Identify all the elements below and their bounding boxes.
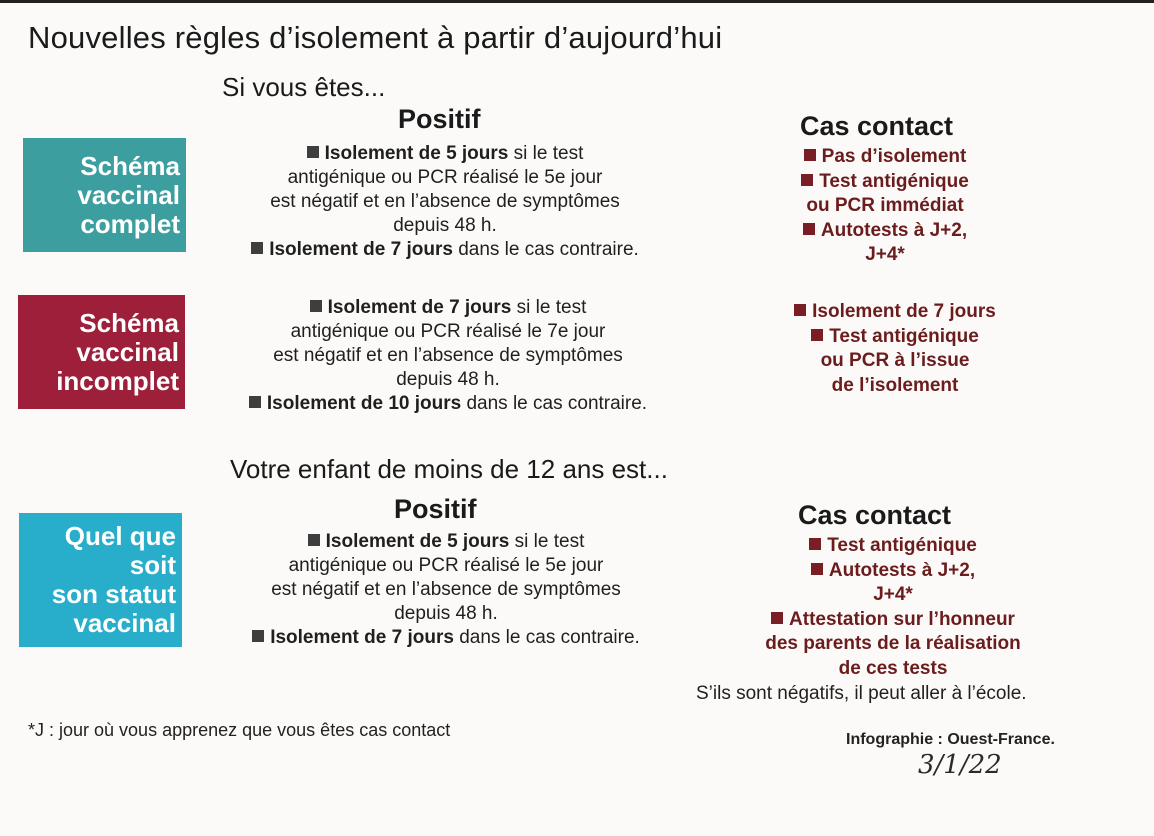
badge-line: Schéma xyxy=(79,307,179,338)
contact-text: Test antigénique xyxy=(829,325,979,347)
bullet-square-icon xyxy=(771,612,783,624)
bullet-square-icon xyxy=(804,149,816,161)
footnote: *J : jour où vous apprenez que vous êtes cas contact xyxy=(28,720,451,740)
contact-line xyxy=(728,534,1058,559)
rule-line: est négatif et en l’absence de symptômes xyxy=(270,191,620,212)
child-contact-rules xyxy=(728,534,1058,681)
bullet-square-icon xyxy=(811,563,823,575)
bullet-square-icon xyxy=(249,396,261,408)
rule-line: est négatif et en l’absence de symptômes xyxy=(271,579,621,600)
badge-line: vaccinal xyxy=(76,336,179,367)
rule-line: depuis 48 h. xyxy=(393,215,497,236)
row1-contact-rules xyxy=(760,145,1010,268)
bullet-square-icon xyxy=(252,630,264,642)
contact-line xyxy=(760,325,1030,350)
contact-text: Isolement de 7 jours xyxy=(812,301,996,322)
row2-contact-rules xyxy=(760,300,1030,398)
rule-line-bullet xyxy=(210,238,680,262)
badge-line: incomplet xyxy=(56,365,179,396)
contact-line: ou PCR immédiat xyxy=(806,195,964,216)
rule-line-bullet xyxy=(208,392,688,416)
rule-bold: Isolement de 10 jours xyxy=(266,393,462,414)
badge-line: vaccinal xyxy=(77,179,180,210)
section1-heading: Si vous êtes... xyxy=(222,72,386,102)
section2-positive-heading: Positif xyxy=(394,494,477,524)
rule-bold: Isolement de 7 jours xyxy=(327,297,512,318)
row2-positive-rules xyxy=(208,296,688,416)
section2-heading: Votre enfant de moins de 12 ans est... xyxy=(230,454,668,484)
rule-rest: dans le cas contraire. xyxy=(453,627,640,648)
contact-text: Test antigénique xyxy=(819,170,969,192)
rule-line: antigénique ou PCR réalisé le 5e jour xyxy=(287,167,603,188)
contact-line xyxy=(728,559,1058,584)
bullet-square-icon xyxy=(794,304,806,316)
badge-incomplete-schedule xyxy=(18,295,185,409)
contact-line: de ces tests xyxy=(838,657,948,679)
section2-contact-heading: Cas contact xyxy=(798,500,952,530)
row1-positive-rules xyxy=(210,142,680,262)
bullet-square-icon xyxy=(308,534,320,546)
rule-line: antigénique ou PCR réalisé le 7e jour xyxy=(290,321,606,342)
badge-line: soit xyxy=(129,550,176,580)
contact-text: Autotests à J+2, xyxy=(820,219,968,241)
bullet-square-icon xyxy=(251,242,263,254)
top-rule xyxy=(0,0,1154,3)
badge-line: vaccinal xyxy=(73,608,176,638)
rule-line: antigénique ou PCR réalisé le 5e jour xyxy=(288,555,604,576)
rule-rest: si le test xyxy=(509,531,585,552)
badge-line: complet xyxy=(80,208,180,239)
badge-line: son statut xyxy=(51,579,176,609)
rule-bold: Isolement de 7 jours xyxy=(270,627,454,648)
rule-bold: Isolement de 5 jours xyxy=(325,531,510,552)
badge-line: Schéma xyxy=(80,150,180,181)
rule-line: depuis 48 h. xyxy=(394,603,498,624)
rule-bold: Isolement de 5 jours xyxy=(324,143,509,164)
rule-line: est négatif et en l’absence de symptômes xyxy=(273,345,623,366)
bullet-square-icon xyxy=(809,538,821,550)
contact-line: de l’isolement xyxy=(831,374,959,396)
contact-text: Pas d’isolement xyxy=(821,146,967,167)
rule-rest: dans le cas contraire. xyxy=(461,393,648,414)
contact-line: J+4* xyxy=(873,584,913,605)
rule-line-bullet xyxy=(210,626,682,650)
child-positive-rules xyxy=(210,530,682,650)
contact-line xyxy=(760,300,1030,325)
contact-text: Autotests à J+2, xyxy=(828,559,976,581)
contact-line xyxy=(728,608,1058,633)
badge-line: Quel que xyxy=(64,521,176,551)
handwritten-date: 3/1/22 xyxy=(918,750,1002,780)
page-title: Nouvelles règles d’isolement à partir d’aujourd’hui xyxy=(28,20,723,55)
rule-rest: si le test xyxy=(508,143,584,164)
bullet-square-icon xyxy=(801,174,813,186)
section1-contact-heading: Cas contact xyxy=(800,111,954,141)
bullet-square-icon xyxy=(811,329,823,341)
rule-line: depuis 48 h. xyxy=(396,369,500,390)
contact-line: des parents de la réalisation xyxy=(765,633,1021,654)
contact-line xyxy=(760,170,1010,195)
rule-bold: Isolement de 7 jours xyxy=(269,239,453,260)
contact-line xyxy=(760,219,1010,244)
rule-line-bullet xyxy=(210,142,680,166)
badge-any-status xyxy=(19,513,182,647)
contact-text: Test antigénique xyxy=(827,535,977,556)
bullet-square-icon xyxy=(310,300,322,312)
contact-text: Attestation sur l’honneur xyxy=(789,608,1015,630)
credit: Infographie : Ouest-France. xyxy=(846,731,1055,748)
child-contact-note: S’ils sont négatifs, il peut aller à l’école. xyxy=(696,683,1027,704)
contact-line xyxy=(760,145,1010,170)
contact-line: J+4* xyxy=(865,244,905,265)
section1-positive-heading: Positif xyxy=(398,104,481,134)
badge-complete-schedule xyxy=(23,138,186,252)
rule-line-bullet xyxy=(210,530,682,554)
rule-rest: si le test xyxy=(511,297,587,318)
rule-rest: dans le cas contraire. xyxy=(452,239,639,260)
contact-line: ou PCR à l’issue xyxy=(820,350,970,371)
bullet-square-icon xyxy=(307,146,319,158)
rule-line-bullet xyxy=(208,296,688,320)
bullet-square-icon xyxy=(803,223,815,235)
